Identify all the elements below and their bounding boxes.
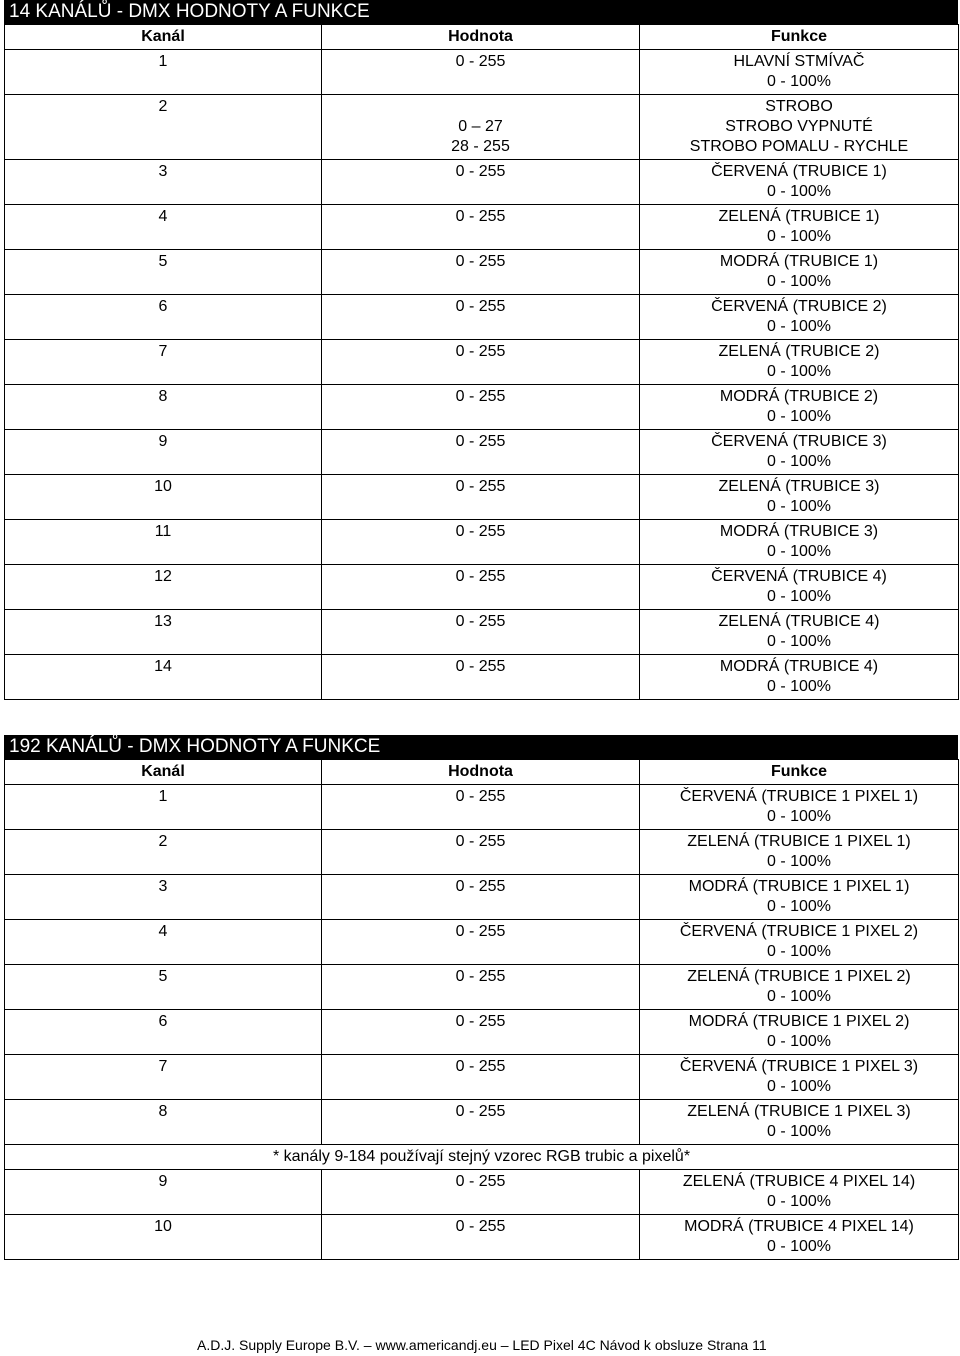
channel-number: 13: [154, 613, 172, 630]
function-cell-line: ZELENÁ (TRUBICE 1): [718, 208, 880, 225]
value-cell-line: 0 - 255: [455, 1218, 506, 1235]
value-cell: [322, 340, 640, 385]
value-cell-line: 0 - 255: [455, 478, 506, 495]
value-cell-line: 0 - 255: [455, 833, 506, 850]
table-row: [5, 655, 959, 700]
table-row: [5, 830, 959, 875]
channel-number: 11: [154, 523, 172, 540]
value-cell-line: 0 - 255: [455, 343, 506, 360]
value-cell-line: 0 - 255: [455, 1103, 506, 1120]
function-cell-line: HLAVNÍ STMÍVAČ: [733, 53, 865, 70]
channel-cell: [5, 1100, 322, 1145]
function-cell: [640, 1215, 959, 1260]
function-cell: [640, 250, 959, 295]
channel-cell: [5, 875, 322, 920]
function-cell-line: STROBO VYPNUTÉ: [725, 118, 873, 135]
function-cell: [640, 655, 959, 700]
table-row: [5, 875, 959, 920]
function-cell-line: 0 - 100%: [766, 853, 832, 870]
value-cell: [322, 610, 640, 655]
channel-cell: [5, 340, 322, 385]
header-channel: Kanál: [5, 25, 322, 50]
page-footer: A.D.J. Supply Europe B.V. – www.americandj.eu – LED Pixel 4C Návod k obsluze Strana 11: [197, 1337, 767, 1353]
function-cell-line: ZELENÁ (TRUBICE 4): [718, 613, 880, 630]
value-cell: [322, 785, 640, 830]
value-cell: [322, 965, 640, 1010]
function-cell-line: 0 - 100%: [766, 318, 832, 335]
channel-cell: [5, 520, 322, 565]
function-cell: [640, 95, 959, 160]
function-cell: [640, 430, 959, 475]
function-cell: [640, 785, 959, 830]
value-cell: [322, 1010, 640, 1055]
table-row: [5, 385, 959, 430]
table-row: [5, 430, 959, 475]
channel-cell: [5, 565, 322, 610]
value-cell: [322, 1215, 640, 1260]
channel-cell: [5, 160, 322, 205]
section-14-channels: [4, 0, 958, 700]
channel-cell: [5, 430, 322, 475]
function-cell-line: ZELENÁ (TRUBICE 3): [718, 478, 880, 495]
function-cell-line: ČERVENÁ (TRUBICE 1 PIXEL 1): [679, 788, 919, 805]
function-cell-line: 0 - 100%: [766, 808, 832, 825]
value-cell: [322, 295, 640, 340]
function-cell-line: 0 - 100%: [766, 453, 832, 470]
function-cell: [640, 875, 959, 920]
value-cell: [322, 430, 640, 475]
channel-cell: [5, 1170, 322, 1215]
function-cell: [640, 965, 959, 1010]
value-cell-line: 0 - 255: [455, 163, 506, 180]
value-cell: [322, 385, 640, 430]
value-cell-line: 0 - 255: [455, 968, 506, 985]
function-cell-line: ZELENÁ (TRUBICE 1 PIXEL 3): [687, 1103, 911, 1120]
channel-cell: [5, 830, 322, 875]
function-cell-line: 0 - 100%: [766, 408, 832, 425]
channel-cell: [5, 250, 322, 295]
dmx-table: [4, 24, 959, 700]
function-cell: [640, 1170, 959, 1215]
channel-number: 6: [158, 298, 168, 315]
note-row: [5, 1145, 959, 1170]
value-cell-line: 0 - 255: [455, 388, 506, 405]
table-row: [5, 295, 959, 340]
function-cell-line: MODRÁ (TRUBICE 4 PIXEL 14): [684, 1218, 914, 1235]
function-cell: [640, 1055, 959, 1100]
function-cell: [640, 565, 959, 610]
value-cell-line: 28 - 255: [451, 138, 510, 155]
channel-cell: [5, 205, 322, 250]
function-cell-line: 0 - 100%: [766, 228, 832, 245]
table-row: [5, 95, 959, 160]
header-channel: Kanál: [5, 760, 322, 785]
function-cell-line: 0 - 100%: [766, 1123, 832, 1140]
function-cell-line: ČERVENÁ (TRUBICE 3): [711, 433, 887, 450]
function-cell: [640, 475, 959, 520]
table-row: [5, 160, 959, 205]
channel-number: 9: [158, 433, 168, 450]
section-title: 192 KANÁLŮ - DMX HODNOTY A FUNKCE: [4, 735, 958, 759]
function-cell: [640, 830, 959, 875]
table-row: [5, 610, 959, 655]
value-cell-line: 0 - 255: [455, 613, 506, 630]
function-cell-line: 0 - 100%: [766, 273, 832, 290]
channel-number: 9: [158, 1173, 168, 1190]
value-cell: [322, 565, 640, 610]
function-cell-line: 0 - 100%: [766, 1193, 832, 1210]
table-row: [5, 1055, 959, 1100]
function-cell-line: ČERVENÁ (TRUBICE 4): [711, 568, 887, 585]
function-cell-line: MODRÁ (TRUBICE 1 PIXEL 2): [688, 1013, 910, 1030]
function-cell: [640, 205, 959, 250]
channel-number: 4: [158, 208, 168, 225]
value-cell: [322, 95, 640, 160]
function-cell-line: 0 - 100%: [766, 1033, 832, 1050]
function-cell-line: ČERVENÁ (TRUBICE 1 PIXEL 3): [679, 1058, 919, 1075]
function-cell: [640, 920, 959, 965]
function-cell-line: ZELENÁ (TRUBICE 4 PIXEL 14): [682, 1173, 916, 1190]
function-cell-line: 0 - 100%: [766, 633, 832, 650]
channel-number: 3: [158, 163, 168, 180]
channel-cell: [5, 1055, 322, 1100]
table-row: [5, 565, 959, 610]
function-cell-line: ČERVENÁ (TRUBICE 1 PIXEL 2): [679, 923, 919, 940]
value-cell-line: 0 – 27: [458, 118, 503, 135]
function-cell: [640, 520, 959, 565]
value-cell: [322, 475, 640, 520]
function-cell-line: MODRÁ (TRUBICE 1 PIXEL 1): [688, 878, 910, 895]
function-cell-line: ZELENÁ (TRUBICE 1 PIXEL 2): [687, 968, 911, 985]
channel-number: 4: [158, 923, 168, 940]
table-row: [5, 1170, 959, 1215]
value-cell: [322, 1055, 640, 1100]
channel-cell: [5, 920, 322, 965]
channel-cell: [5, 785, 322, 830]
table-row: [5, 785, 959, 830]
table-body: [5, 50, 959, 700]
dmx-table: [4, 759, 959, 1260]
value-cell: [322, 655, 640, 700]
function-cell-line: 0 - 100%: [766, 498, 832, 515]
value-cell-line: 0 - 255: [455, 788, 506, 805]
value-cell-line: 0 - 255: [455, 1173, 506, 1190]
value-cell-line: 0 - 255: [455, 433, 506, 450]
channel-number: 6: [158, 1013, 168, 1030]
header-value: Hodnota: [322, 25, 640, 50]
channel-cell: [5, 95, 322, 160]
table-row: [5, 50, 959, 95]
value-cell-line: 0 - 255: [455, 253, 506, 270]
note-text: * kanály 9-184 používají stejný vzorec RGB trubic a pixelů*: [272, 1148, 691, 1165]
function-cell-line: ČERVENÁ (TRUBICE 2): [711, 298, 887, 315]
channel-number: 2: [158, 98, 168, 115]
function-cell: [640, 340, 959, 385]
value-cell-line: 0 - 255: [455, 53, 506, 70]
channel-cell: [5, 965, 322, 1010]
channel-cell: [5, 50, 322, 95]
value-cell-line: 0 - 255: [455, 658, 506, 675]
function-cell: [640, 160, 959, 205]
function-cell-line: MODRÁ (TRUBICE 1): [719, 253, 879, 270]
channel-number: 12: [154, 568, 172, 585]
function-cell-line: 0 - 100%: [766, 543, 832, 560]
channel-number: 8: [158, 1103, 168, 1120]
value-cell: [322, 1170, 640, 1215]
function-cell-line: 0 - 100%: [766, 73, 832, 90]
function-cell: [640, 385, 959, 430]
channel-number: 10: [154, 1218, 172, 1235]
function-cell-line: MODRÁ (TRUBICE 3): [719, 523, 879, 540]
channel-number: 5: [158, 968, 168, 985]
table-row: [5, 1100, 959, 1145]
channel-number: 7: [158, 343, 168, 360]
function-cell-line: MODRÁ (TRUBICE 4): [719, 658, 879, 675]
channel-cell: [5, 1215, 322, 1260]
function-cell: [640, 1100, 959, 1145]
channel-number: 10: [154, 478, 172, 495]
table-row: [5, 205, 959, 250]
function-cell-line: STROBO POMALU - RYCHLE: [689, 138, 909, 155]
channel-number: 1: [158, 53, 168, 70]
value-cell-line: 0 - 255: [455, 923, 506, 940]
channel-cell: [5, 385, 322, 430]
value-cell: [322, 205, 640, 250]
value-cell: [322, 1100, 640, 1145]
function-cell: [640, 610, 959, 655]
channel-number: 5: [158, 253, 168, 270]
function-cell-line: 0 - 100%: [766, 1238, 832, 1255]
table-row: [5, 475, 959, 520]
channel-cell: [5, 610, 322, 655]
channel-cell: [5, 295, 322, 340]
section-192-channels: [4, 735, 958, 1260]
function-cell-line: 0 - 100%: [766, 363, 832, 380]
value-cell-line: 0 - 255: [455, 878, 506, 895]
value-cell-line: 0 - 255: [455, 208, 506, 225]
header-function: Funkce: [640, 25, 959, 50]
value-cell-line: 0 - 255: [455, 568, 506, 585]
channel-cell: [5, 1010, 322, 1055]
function-cell-line: ČERVENÁ (TRUBICE 1): [711, 163, 887, 180]
table-row: [5, 250, 959, 295]
table-row: [5, 965, 959, 1010]
header-value: Hodnota: [322, 760, 640, 785]
table-row: [5, 1010, 959, 1055]
function-cell-line: 0 - 100%: [766, 988, 832, 1005]
value-cell-line: 0 - 255: [455, 523, 506, 540]
function-cell: [640, 1010, 959, 1055]
table-row: [5, 920, 959, 965]
channel-number: 3: [158, 878, 168, 895]
function-cell-line: ZELENÁ (TRUBICE 1 PIXEL 1): [687, 833, 911, 850]
channel-number: 1: [158, 788, 168, 805]
function-cell-line: STROBO: [765, 98, 833, 115]
function-cell-line: 0 - 100%: [766, 183, 832, 200]
value-cell-line: 0 - 255: [455, 298, 506, 315]
value-cell: [322, 875, 640, 920]
function-cell: [640, 50, 959, 95]
function-cell-line: ZELENÁ (TRUBICE 2): [718, 343, 880, 360]
function-cell-line: 0 - 100%: [766, 1078, 832, 1095]
section-title: 14 KANÁLŮ - DMX HODNOTY A FUNKCE: [4, 0, 958, 24]
value-cell-line: [322, 97, 639, 117]
function-cell: [640, 295, 959, 340]
value-cell: [322, 250, 640, 295]
channel-number: 2: [158, 833, 168, 850]
table-row: [5, 520, 959, 565]
value-cell: [322, 830, 640, 875]
channel-number: 7: [158, 1058, 168, 1075]
value-cell: [322, 160, 640, 205]
channel-number: 14: [154, 658, 172, 675]
table-header-row: [5, 25, 959, 50]
function-cell-line: 0 - 100%: [766, 943, 832, 960]
header-function: Funkce: [640, 760, 959, 785]
value-cell-line: 0 - 255: [455, 1013, 506, 1030]
table-header-row: [5, 760, 959, 785]
channel-number: 8: [158, 388, 168, 405]
table-row: [5, 340, 959, 385]
value-cell: [322, 520, 640, 565]
function-cell-line: 0 - 100%: [766, 588, 832, 605]
function-cell-line: 0 - 100%: [766, 898, 832, 915]
value-cell: [322, 50, 640, 95]
note-cell: [5, 1145, 959, 1170]
channel-cell: [5, 475, 322, 520]
value-cell-line: 0 - 255: [455, 1058, 506, 1075]
channel-cell: [5, 655, 322, 700]
table-row: [5, 1215, 959, 1260]
function-cell-line: 0 - 100%: [766, 678, 832, 695]
value-cell: [322, 920, 640, 965]
table-body: [5, 785, 959, 1260]
function-cell-line: MODRÁ (TRUBICE 2): [719, 388, 879, 405]
